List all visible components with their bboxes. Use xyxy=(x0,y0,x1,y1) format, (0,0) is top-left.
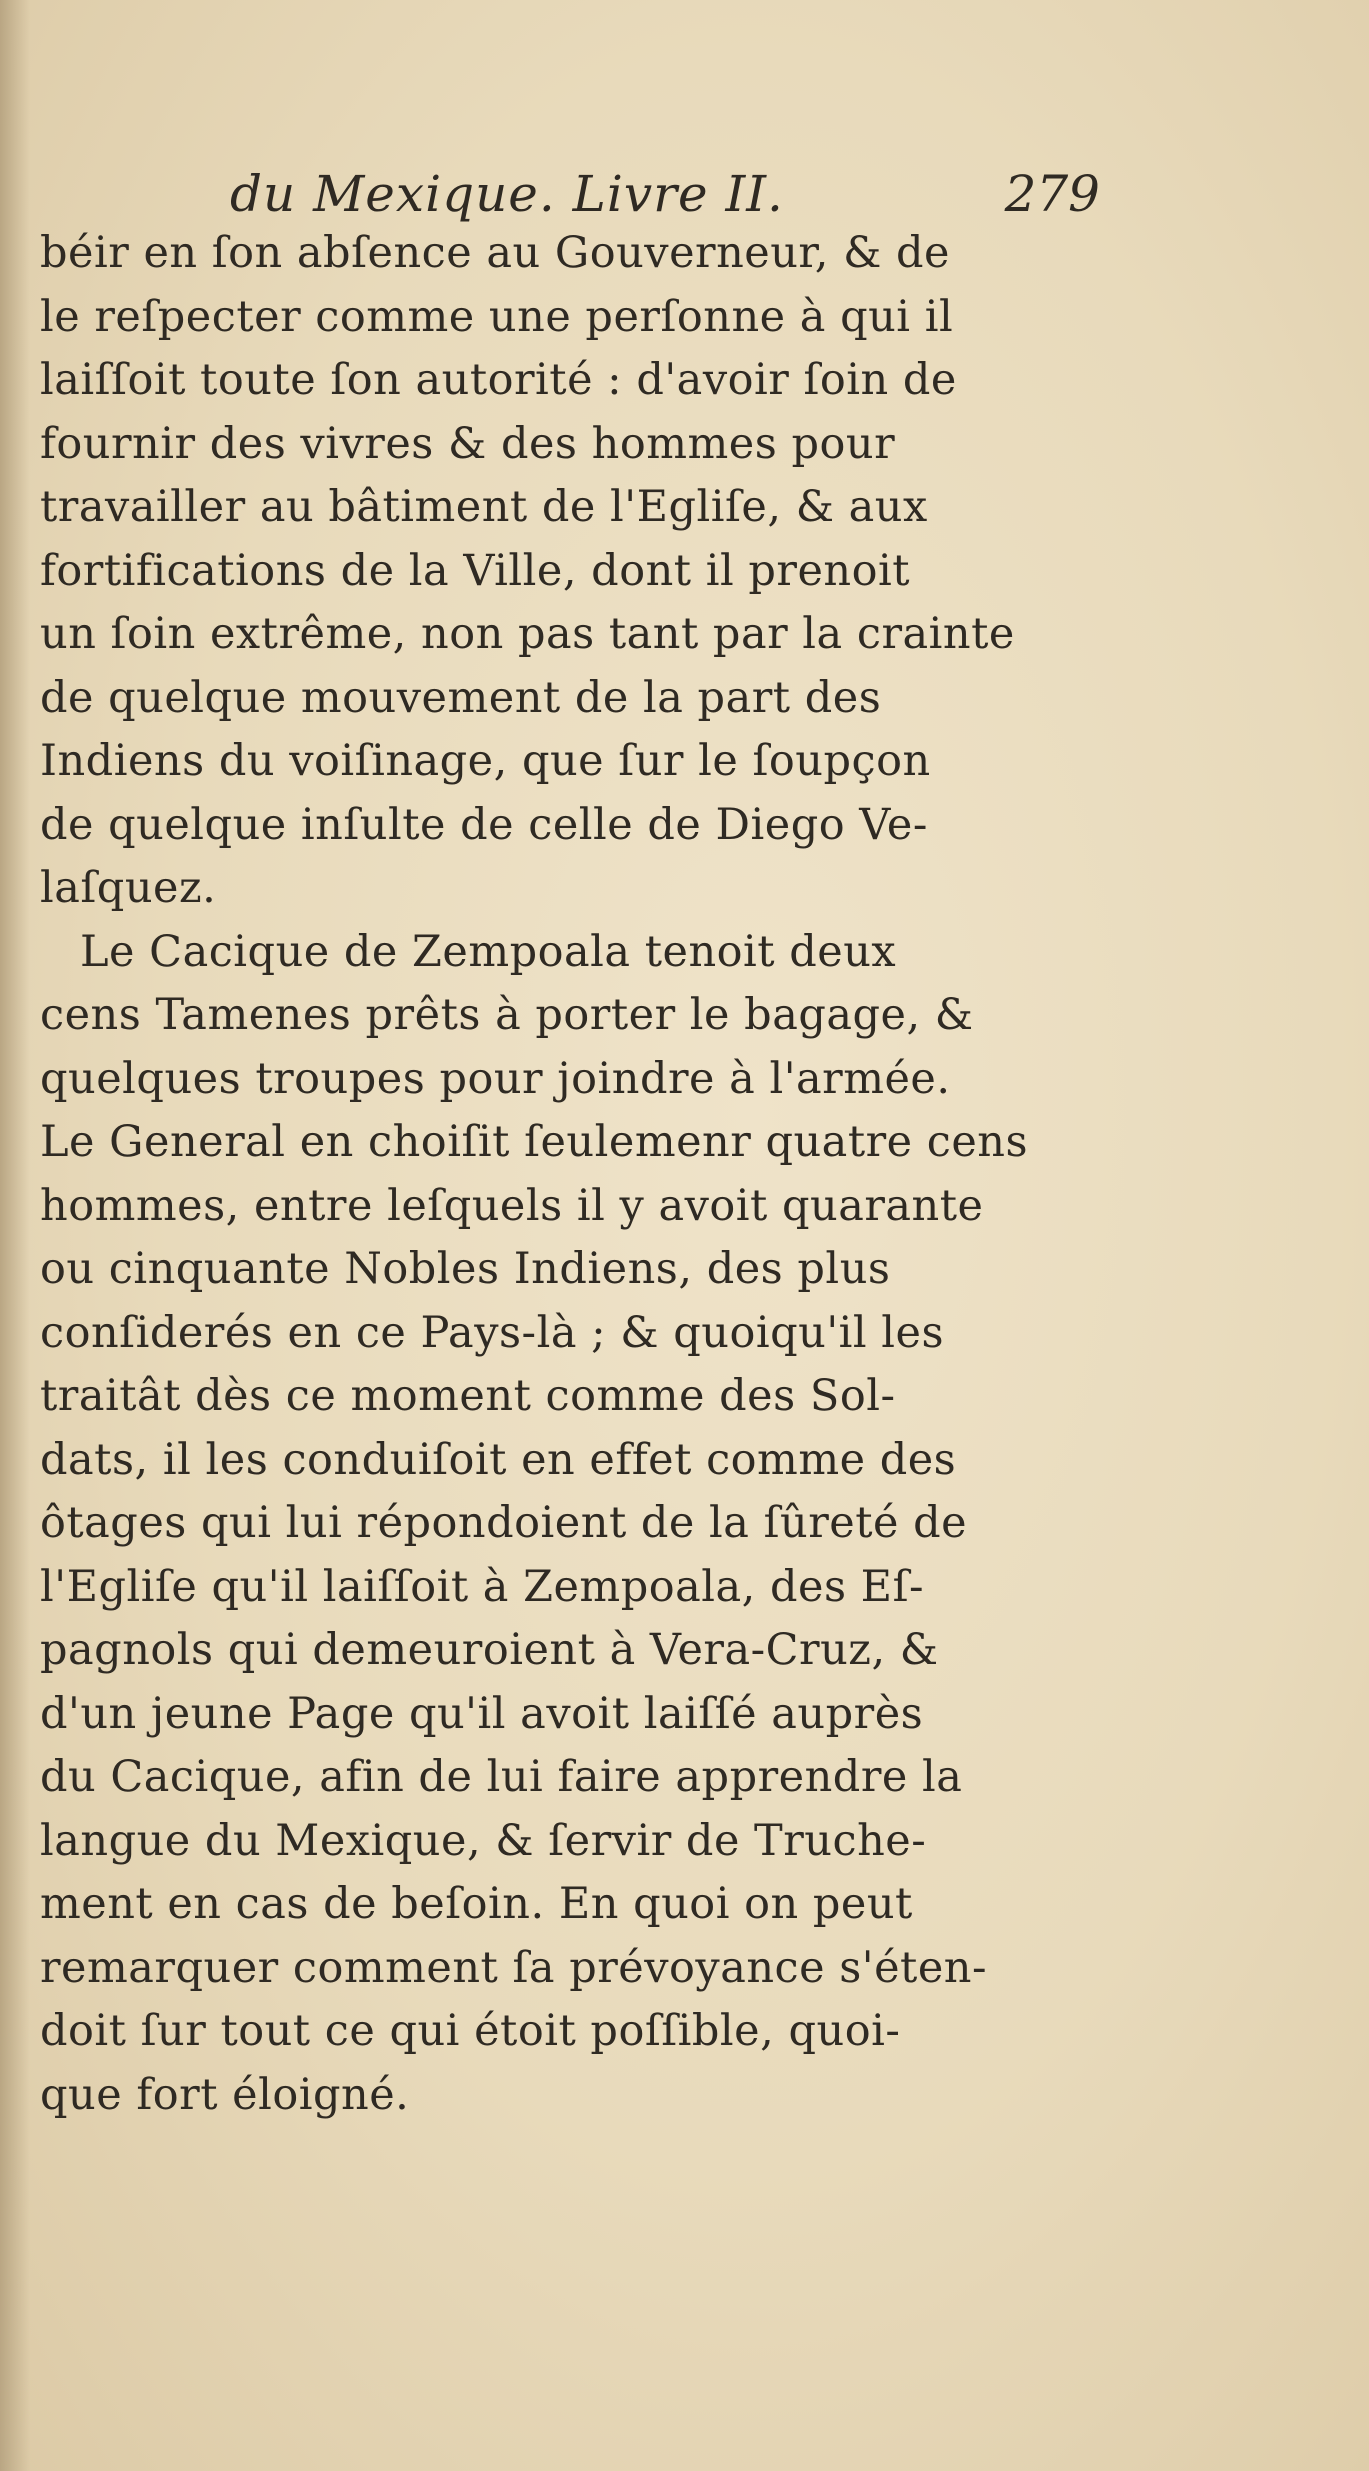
text-line: ôtages qui lui répondoient de la ſûreté de xyxy=(40,1498,968,1548)
text-line: ment en cas de beſoin. En quoi on peut xyxy=(40,1879,913,1929)
body-text xyxy=(40,222,1080,2127)
text-line: ou cinquante Nobles Indiens, des plus xyxy=(40,1244,891,1294)
text-line: traitât dès ce moment comme des Sol- xyxy=(40,1371,896,1421)
text-line: dats, il les conduiſoit en effet comme des xyxy=(40,1434,957,1485)
text-line: l'Egliſe qu'il laiſſoit à Zempoala, des Eſ- xyxy=(40,1561,925,1612)
page-number: 279 xyxy=(1004,165,1100,223)
text-line: cens Tamenes prêts à porter le bagage, & xyxy=(40,990,974,1040)
text-line: fournir des vivres & des hommes pour xyxy=(40,418,896,469)
text-line: quelques troupes pour joindre à l'armée. xyxy=(40,1053,951,1104)
text-line: que fort éloigné. xyxy=(40,2069,410,2120)
text-line: laiſſoit toute ſon autorité : d'avoir ſoin de xyxy=(40,355,957,405)
text-line: remarquer comment ſa prévoyance s'éten- xyxy=(40,1942,988,1993)
text-line: pagnols qui demeuroient à Vera-Cruz, & xyxy=(40,1625,939,1675)
text-line: Le General en choiſit ſeulemenr quatre cens xyxy=(40,1117,1029,1167)
page-header xyxy=(200,158,1100,230)
text-line: Indiens du voiſinage, que ſur le ſoupçon xyxy=(40,736,931,786)
text-line: de quelque inſulte de celle de Diego Ve- xyxy=(40,799,928,850)
text-line: d'un jeune Page qu'il avoit laiſſé auprès xyxy=(40,1688,924,1739)
text-line: un ſoin extrême, non pas tant par la crainte xyxy=(40,609,1015,659)
text-line: hommes, entre leſquels il y avoit quarante xyxy=(40,1180,984,1231)
text-line: Le Cacique de Zempoala tenoit deux xyxy=(80,926,897,977)
running-title: du Mexique. Livre II. xyxy=(230,165,784,223)
text-line: de quelque mouvement de la part des xyxy=(40,672,882,723)
text-line: le reſpecter comme une perſonne à qui il xyxy=(40,291,954,342)
text-line: travailler au bâtiment de l'Egliſe, & aux xyxy=(40,482,928,532)
text-line: doit ſur tout ce qui étoit poſſible, quoi- xyxy=(40,2006,901,2056)
text-line: laſquez. xyxy=(40,863,217,913)
text-line: langue du Mexique, & ſervir de Truche- xyxy=(40,1815,927,1866)
text-line: du Cacique, afin de lui faire apprendre la xyxy=(40,1752,963,1802)
binding-gutter-shadow xyxy=(0,0,30,2471)
text-line: béir en ſon abſence au Gouverneur, & de xyxy=(40,228,950,278)
text-line: conſiderés en ce Pays-là ; & quoiqu'il les xyxy=(40,1307,945,1358)
text-line: fortifications de la Ville, dont il prenoit xyxy=(40,545,911,596)
